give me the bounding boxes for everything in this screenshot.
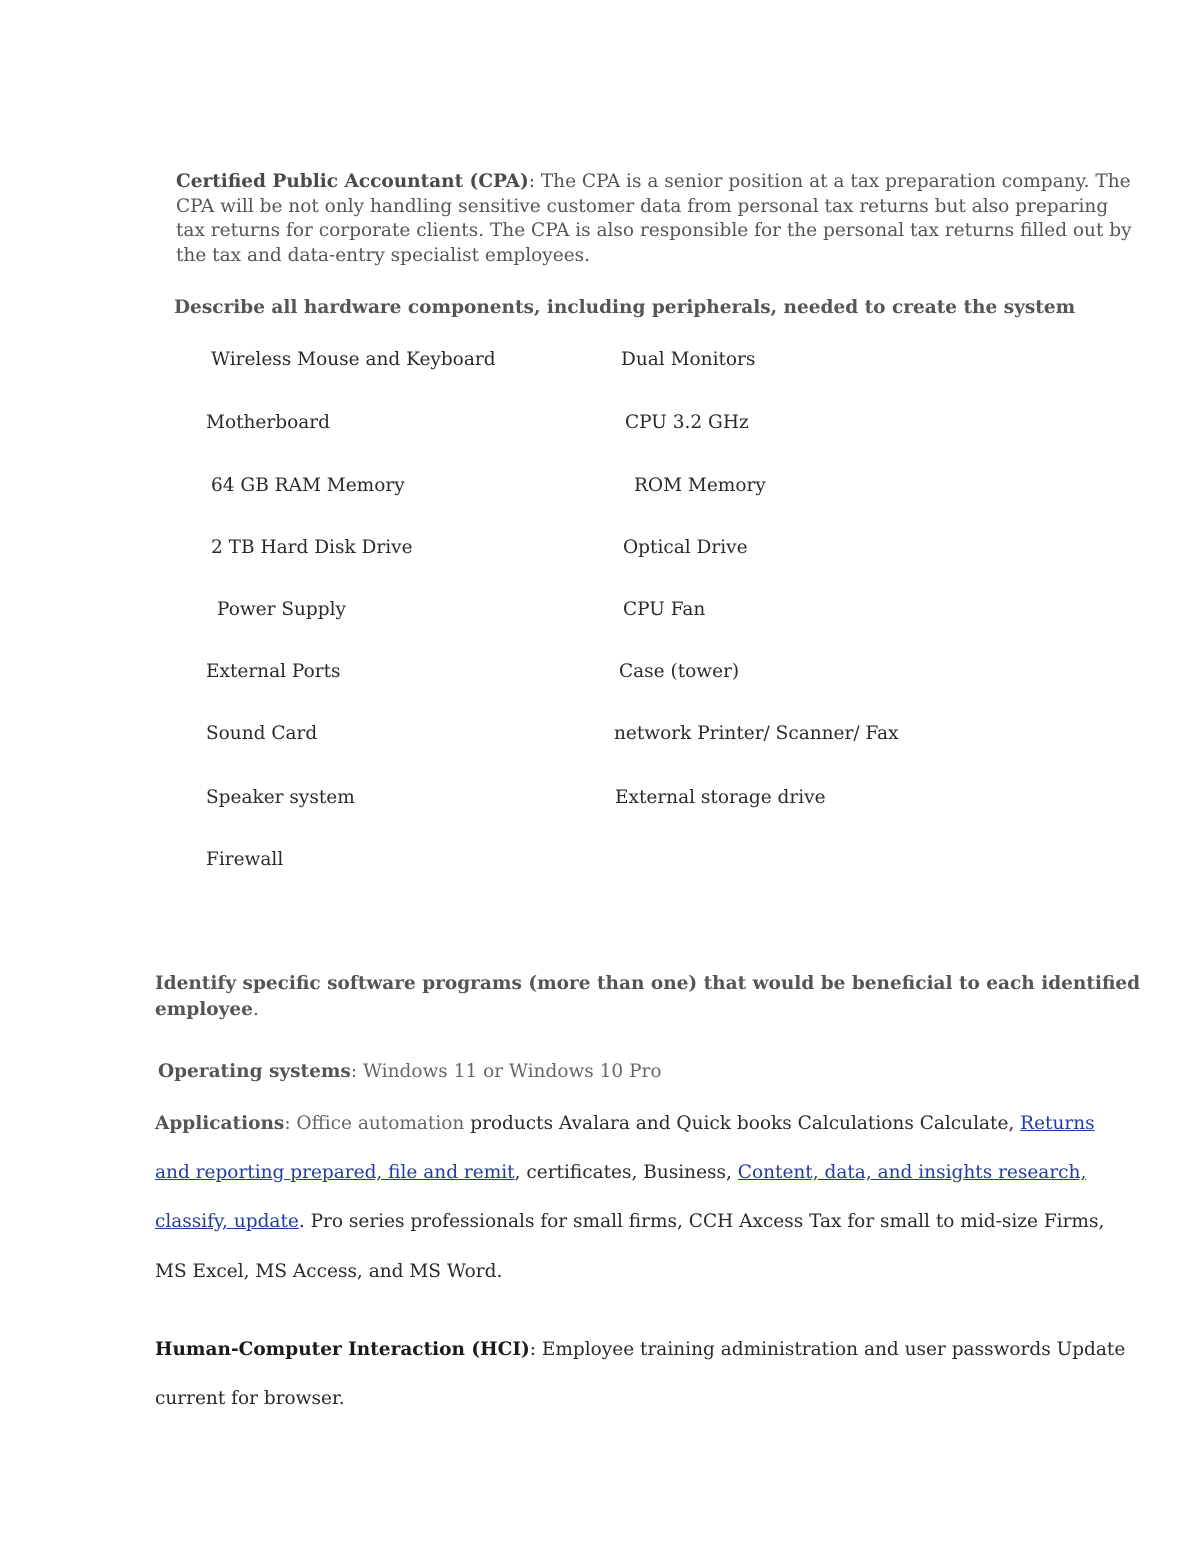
software-heading-word: employee xyxy=(155,999,253,1020)
apps-line-1 xyxy=(155,1113,1095,1134)
returns-link-part-2[interactable]: and reporting prepared, file and remit xyxy=(155,1162,515,1183)
content-link-part-1[interactable]: Content, data, and insights research, xyxy=(737,1162,1087,1183)
hci-line-1 xyxy=(155,1339,1125,1360)
hardware-item: CPU 3.2 GHz xyxy=(625,412,749,433)
apps-line-4: MS Excel, MS Access, and MS Word. xyxy=(155,1261,503,1282)
software-heading-line-1: Identify specific software programs (more than one) that would be beneficial to each identified xyxy=(155,973,1141,994)
returns-link-part-1[interactable]: Returns xyxy=(1020,1113,1095,1134)
hardware-item: Wireless Mouse and Keyboard xyxy=(211,349,496,370)
hardware-item: Optical Drive xyxy=(623,537,748,558)
hardware-item: Sound Card xyxy=(206,723,318,744)
cpa-text-1: : The CPA is a senior position at a tax preparation company. The xyxy=(528,171,1131,192)
apps-label: Applications xyxy=(155,1113,285,1134)
hardware-heading: Describe all hardware components, including peripherals, needed to create the system xyxy=(174,297,1076,318)
hci-line-2: current for browser. xyxy=(155,1388,345,1409)
cpa-text-3: tax returns for corporate clients. The CPA is also responsible for the personal tax returns filled out by xyxy=(176,220,1132,241)
hardware-item: Firewall xyxy=(206,849,284,870)
cpa-line-1 xyxy=(176,171,1131,192)
hardware-item: 2 TB Hard Disk Drive xyxy=(211,537,413,558)
hci-label: Human-Computer Interaction (HCI) xyxy=(155,1339,530,1360)
hardware-item: Speaker system xyxy=(206,787,355,808)
hardware-item: ROM Memory xyxy=(634,475,766,496)
cpa-text-4: the tax and data-entry specialist employees. xyxy=(176,245,591,266)
hardware-item: Dual Monitors xyxy=(621,349,756,370)
apps-prefix: : Office automation xyxy=(284,1113,465,1134)
cpa-text-2: CPA will be not only handling sensitive customer data from personal tax returns but also preparing xyxy=(176,196,1109,217)
apps-text-3: . Pro series professionals for small firms, CCH Axcess Tax for small to mid-size Firms, xyxy=(298,1211,1105,1232)
content-link-part-2[interactable]: classify, update xyxy=(155,1211,299,1232)
software-heading-period: . xyxy=(252,999,259,1020)
os-line xyxy=(158,1061,662,1082)
apps-text-2: , certificates, Business, xyxy=(514,1162,738,1183)
os-label: Operating systems xyxy=(158,1061,351,1082)
hardware-item: Motherboard xyxy=(206,412,330,433)
hardware-item: Case (tower) xyxy=(619,661,740,682)
software-heading-line-2 xyxy=(155,999,259,1020)
hci-text-1: : Employee training administration and user passwords Update xyxy=(529,1339,1126,1360)
apps-text-1: products Avalara and Quick books Calculations Calculate, xyxy=(464,1113,1021,1134)
hardware-item: CPU Fan xyxy=(623,599,706,620)
hardware-item: External Ports xyxy=(206,661,341,682)
os-value: : Windows 11 or Windows 10 Pro xyxy=(350,1061,662,1082)
hardware-item: network Printer/ Scanner/ Fax xyxy=(614,723,899,744)
hardware-item: 64 GB RAM Memory xyxy=(211,475,405,496)
hardware-item: External storage drive xyxy=(615,787,826,808)
apps-line-2 xyxy=(155,1162,1086,1183)
hardware-item: Power Supply xyxy=(217,599,346,620)
apps-line-3 xyxy=(155,1211,1104,1232)
cpa-title: Certified Public Accountant (CPA) xyxy=(176,171,529,192)
